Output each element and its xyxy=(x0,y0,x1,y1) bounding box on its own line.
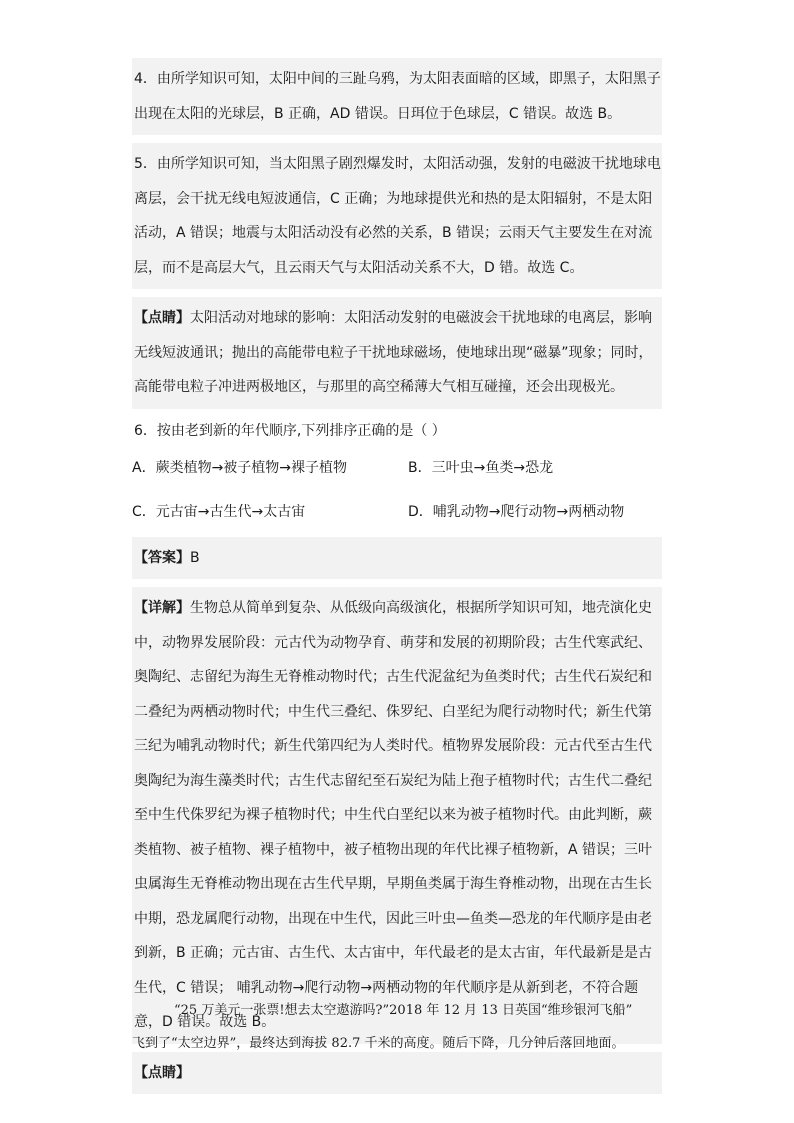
tip-tag: 【点睛】 xyxy=(134,310,190,326)
tip-block-1 xyxy=(132,297,662,409)
next-question-material xyxy=(132,994,672,1060)
detail-text: 生物总从简单到复杂、从低级向高级演化，根据所学知识可知，地壳演化史中，动物界发展阶段：元古代为动物孕育、萌芽和发展的初期阶段；古生代寒武纪、奥陶纪、志留纪为海生无脊椎动物时代；古生代泥盆纪为鱼类时代；古生代石炭纪和二叠纪为两栖动物时代；中生代三叠纪、侏罗纪、白垩纪为爬行动物时代；新生代第三纪为哺乳动物时代；新生代第四纪为人类时代。植物界发展阶段：元古代至古生代奥陶纪为海生藻类时代；古生代志留纪至石炭纪为陆上孢子植物时代；古生代二叠纪至中生代侏罗纪为裸子植物时代；中生代白垩纪以来为被子植物时代。由此判断，蕨类植物、被子植物、裸子植物中，被子植物出现的年代比裸子植物新，A 错误；三叶虫属海生无脊椎动物出现在古生代早期，早期鱼类属于海生脊椎动物，出现在古生长中期，恐龙属爬行动物，出现在中生代，因此三叶虫—鱼类—恐龙的年代顺序是由老到新，B 正确；元古宙、古生代、太古宙中，年代最老的是太古宙，年代最新是是古生代，C 错误； 哺乳动物→爬行动物→两栖动物的年代顺序是从新到老，不符合题意，D 错误。故选 B。 xyxy=(134,600,653,1030)
explanation-q5: 5．由所学知识可知，当太阳黑子剧烈爆发时，太阳活动强，发射的电磁波干扰地球电离层，会干扰无线电短波通信，C 正确；为地球提供光和热的是太阳辐射，不是太阳活动，A 错误；地震与太阳活动没有必然的关系，B 错误；云雨天气主要发生在对流层，而不是高层大气，且云雨天气与太阳活动关系不大，D 错。故选 C。 xyxy=(132,143,662,289)
option-a: A．蕨类植物→被子植物→裸子植物 xyxy=(132,459,348,476)
answer-block xyxy=(132,537,662,580)
tip-tag-2: 【点睛】 xyxy=(134,1064,190,1081)
tip-text: 太阳活动对地球的影响：太阳活动发射的电磁波会干扰地球的电离层，影响无线短波通讯；抛出的高能带电粒子干扰地球磁场，使地球出现“磁暴”现象；同时，高能带电粒子冲进两极地区，与那里的高空稀薄大气相互碰撞，还会出现极光。 xyxy=(134,310,653,395)
options-row-1 xyxy=(132,451,662,485)
option-b: B．三叶虫→鱼类→恐龙 xyxy=(408,459,554,476)
option-c: C．元古宙→古生代→太古宙 xyxy=(132,503,306,520)
document-body xyxy=(132,58,662,1094)
material-line-2: 飞到了“太空边界”，最终达到海拔 82.7 千米的高度。随后下降，几分钟后落回地面。 xyxy=(132,1036,625,1051)
option-d: D．哺乳动物→爬行动物→两栖动物 xyxy=(408,503,625,520)
detail-block xyxy=(132,587,662,1044)
question-6-stem: 6．按由老到新的年代顺序,下列排序正确的是（ ） xyxy=(134,422,446,439)
answer-tag: 【答案】 xyxy=(134,549,190,566)
explanation-q4: 4．由所学知识可知，太阳中间的三趾乌鸦，为太阳表面暗的区域，即黑子，太阳黑子出现在太阳的光球层，B 正确，AD 错误。日珥位于色球层，C 错误。故选 B。 xyxy=(132,58,662,135)
detail-tag: 【详解】 xyxy=(134,600,190,616)
material-line-1: “25 万美元一张票!想去太空遨游吗?”2018 年 12 月 13 日英国“维珍银河飞船” xyxy=(174,1003,633,1018)
answer-value: B xyxy=(190,549,200,566)
options-row-2 xyxy=(132,495,662,529)
